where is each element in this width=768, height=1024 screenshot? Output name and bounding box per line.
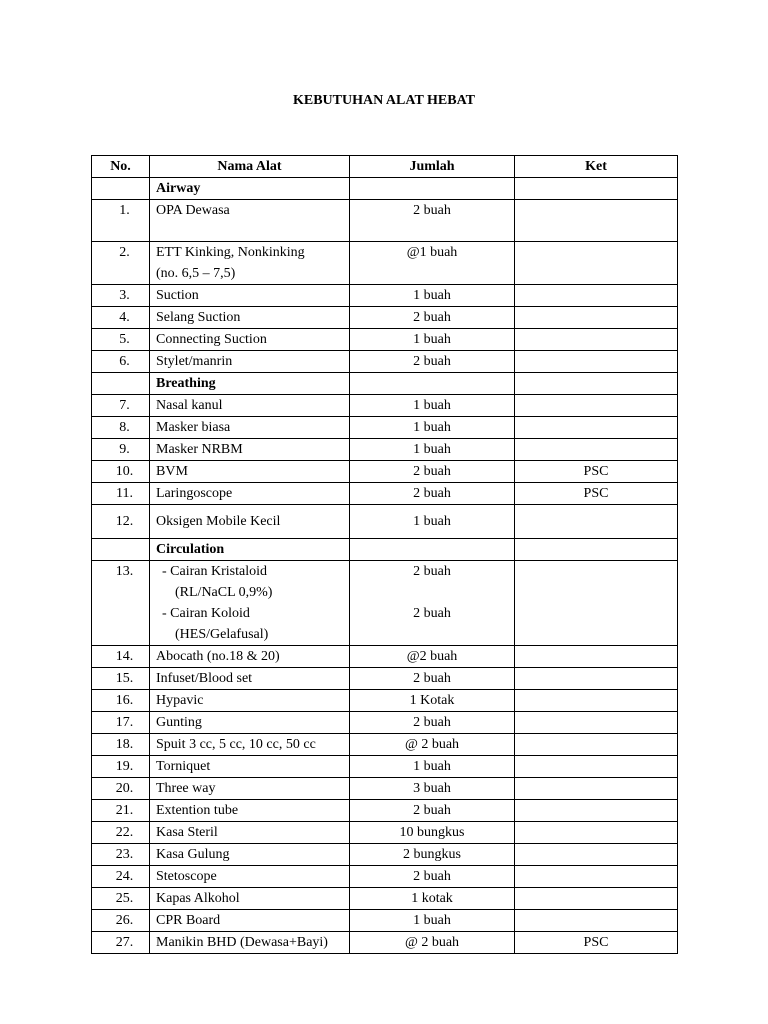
row-number: 22. <box>92 822 150 844</box>
table-row <box>92 668 678 690</box>
table-row <box>92 690 678 712</box>
row-number: 20. <box>92 778 150 800</box>
dash-bullet: - <box>162 564 171 579</box>
note-cell <box>515 505 678 539</box>
note-cell <box>515 888 678 910</box>
section-row <box>92 539 678 561</box>
section-label: Circulation <box>150 539 350 561</box>
note-cell <box>515 778 678 800</box>
note-cell <box>515 646 678 668</box>
item-name: Suction <box>156 288 199 303</box>
quantity-spacer <box>350 624 514 645</box>
item-name: (RL/NaCL 0,9%) <box>175 585 273 600</box>
item-name-cell <box>150 866 350 888</box>
item-name-cell <box>150 483 350 505</box>
section-qty-cell <box>350 178 515 200</box>
row-number: 11. <box>92 483 150 505</box>
quantity-cell <box>350 866 515 888</box>
item-name-cell <box>150 285 350 307</box>
quantity-value: 2 buah <box>413 606 451 621</box>
row-number: 24. <box>92 866 150 888</box>
table-row <box>92 351 678 373</box>
item-name: Kapas Alkohol <box>156 891 240 906</box>
quantity-value: 2 buah <box>413 464 451 479</box>
quantity-value: 1 buah <box>413 332 451 347</box>
section-label: Breathing <box>150 373 350 395</box>
table-row <box>92 417 678 439</box>
item-name: Laringoscope <box>156 486 233 501</box>
table-row <box>92 844 678 866</box>
item-name-cell <box>150 351 350 373</box>
sub-item-line <box>156 561 349 582</box>
section-no-cell <box>92 178 150 200</box>
item-name: Infuset/Blood set <box>156 671 253 686</box>
item-name: CPR Board <box>156 913 221 928</box>
row-number: 21. <box>92 800 150 822</box>
item-name: Abocath (no.18 & 20) <box>156 649 280 664</box>
item-name-cell <box>150 734 350 756</box>
item-name: (HES/Gelafusal) <box>175 627 269 642</box>
item-name: Kasa Gulung <box>156 847 230 862</box>
quantity-value: 2 buah <box>413 310 451 325</box>
item-name: Stetoscope <box>156 869 217 884</box>
note-cell <box>515 329 678 351</box>
quantity-value: 2 bungkus <box>403 847 461 862</box>
quantity-value: 1 buah <box>413 514 451 529</box>
header-no: No. <box>92 156 150 178</box>
item-name: Selang Suction <box>156 310 241 325</box>
quantity-cell <box>350 734 515 756</box>
item-name-cell <box>150 690 350 712</box>
quantity-cell <box>350 561 515 646</box>
note-cell <box>515 712 678 734</box>
note-cell <box>515 439 678 461</box>
item-name: BVM <box>156 464 188 479</box>
table-row <box>92 800 678 822</box>
row-number: 15. <box>92 668 150 690</box>
item-name-cell <box>150 417 350 439</box>
table-row <box>92 646 678 668</box>
equipment-table <box>91 155 678 954</box>
table-row <box>92 505 678 539</box>
sub-item-continuation <box>156 624 349 645</box>
table-row <box>92 734 678 756</box>
row-number: 14. <box>92 646 150 668</box>
row-number: 10. <box>92 461 150 483</box>
item-name: ETT Kinking, Nonkinking <box>156 245 305 260</box>
quantity-value: 1 buah <box>413 913 451 928</box>
section-ket-cell <box>515 539 678 561</box>
table-row <box>92 200 678 242</box>
table-row <box>92 932 678 954</box>
item-name-cell <box>150 439 350 461</box>
quantity-cell <box>350 351 515 373</box>
item-name-cell <box>150 844 350 866</box>
quantity-cell <box>350 329 515 351</box>
note-cell <box>515 734 678 756</box>
item-name: (no. 6,5 – 7,5) <box>156 266 236 281</box>
table-row <box>92 329 678 351</box>
row-number: 23. <box>92 844 150 866</box>
header-name: Nama Alat <box>150 156 350 178</box>
note-cell <box>515 307 678 329</box>
item-name-cell <box>150 822 350 844</box>
note-cell <box>515 395 678 417</box>
item-name: Gunting <box>156 715 202 730</box>
quantity-value: 1 buah <box>413 759 451 774</box>
table-header-row <box>92 156 678 178</box>
row-number: 19. <box>92 756 150 778</box>
quantity-cell <box>350 888 515 910</box>
item-name: Kasa Steril <box>156 825 218 840</box>
note-cell <box>515 910 678 932</box>
quantity-value: 1 kotak <box>411 891 453 906</box>
quantity-value: 2 buah <box>413 671 451 686</box>
note-cell <box>515 866 678 888</box>
note-cell <box>515 242 678 285</box>
row-number: 1. <box>92 200 150 242</box>
table-row <box>92 242 678 285</box>
item-name-cell <box>150 561 350 646</box>
quantity-cell <box>350 242 515 285</box>
section-qty-cell <box>350 539 515 561</box>
quantity-cell <box>350 690 515 712</box>
section-label: Airway <box>150 178 350 200</box>
row-number: 5. <box>92 329 150 351</box>
table-row <box>92 866 678 888</box>
row-number: 2. <box>92 242 150 285</box>
quantity-cell <box>350 439 515 461</box>
item-name: Masker NRBM <box>156 442 243 457</box>
table-row <box>92 483 678 505</box>
item-name: OPA Dewasa <box>156 203 230 218</box>
item-name: Nasal kanul <box>156 398 223 413</box>
row-number: 26. <box>92 910 150 932</box>
item-name: Cairan Koloid <box>170 606 250 621</box>
table-row <box>92 561 678 646</box>
item-name: Three way <box>156 781 216 796</box>
table-row <box>92 712 678 734</box>
section-row <box>92 178 678 200</box>
quantity-cell <box>350 712 515 734</box>
table-row <box>92 461 678 483</box>
note-cell <box>515 285 678 307</box>
row-number: 7. <box>92 395 150 417</box>
quantity-value: 2 buah <box>413 486 451 501</box>
row-number: 12. <box>92 505 150 539</box>
row-number: 4. <box>92 307 150 329</box>
row-number: 3. <box>92 285 150 307</box>
item-name: Hypavic <box>156 693 204 708</box>
quantity-value: 2 buah <box>413 715 451 730</box>
item-name-cell <box>150 778 350 800</box>
section-no-cell <box>92 539 150 561</box>
note-cell <box>515 351 678 373</box>
quantity-cell <box>350 200 515 242</box>
section-ket-cell <box>515 373 678 395</box>
item-name-cell <box>150 329 350 351</box>
row-number: 8. <box>92 417 150 439</box>
item-name-cell <box>150 461 350 483</box>
row-number: 16. <box>92 690 150 712</box>
row-number: 25. <box>92 888 150 910</box>
item-name: Cairan Kristaloid <box>170 564 267 579</box>
item-name: Oksigen Mobile Kecil <box>156 514 281 529</box>
item-name: Manikin BHD (Dewasa+Bayi) <box>156 935 328 950</box>
item-name: Extention tube <box>156 803 239 818</box>
quantity-cell <box>350 483 515 505</box>
table-row <box>92 910 678 932</box>
item-name-cell <box>150 932 350 954</box>
header-qty: Jumlah <box>350 156 515 178</box>
quantity-value: 1 buah <box>413 420 451 435</box>
row-number: 17. <box>92 712 150 734</box>
quantity-value: 1 buah <box>413 442 451 457</box>
item-name: Connecting Suction <box>156 332 267 347</box>
quantity-cell <box>350 778 515 800</box>
row-number: 9. <box>92 439 150 461</box>
item-name-cell <box>150 200 350 242</box>
quantity-value: 2 buah <box>413 354 451 369</box>
note-cell <box>515 200 678 242</box>
sub-item-continuation <box>156 582 349 603</box>
table-row <box>92 888 678 910</box>
quantity-value: @ 2 buah <box>404 737 460 752</box>
quantity-cell <box>350 932 515 954</box>
quantity-cell <box>350 461 515 483</box>
note-cell <box>515 756 678 778</box>
quantity-cell <box>350 800 515 822</box>
row-number: 6. <box>92 351 150 373</box>
quantity-value: 2 buah <box>413 203 451 218</box>
note-cell <box>515 822 678 844</box>
header-ket: Ket <box>515 156 678 178</box>
note-cell: PSC <box>515 461 678 483</box>
item-name: Masker biasa <box>156 420 231 435</box>
table-row <box>92 778 678 800</box>
quantity-cell <box>350 505 515 539</box>
item-name: Torniquet <box>156 759 211 774</box>
dash-bullet: - <box>162 606 171 621</box>
note-cell <box>515 690 678 712</box>
item-name-cell <box>150 307 350 329</box>
section-no-cell <box>92 373 150 395</box>
section-qty-cell <box>350 373 515 395</box>
quantity-value: @ 2 buah <box>404 935 460 950</box>
quantity-value: 1 Kotak <box>409 693 455 708</box>
section-row <box>92 373 678 395</box>
row-number: 27. <box>92 932 150 954</box>
quantity-cell <box>350 910 515 932</box>
row-number: 18. <box>92 734 150 756</box>
note-cell <box>515 668 678 690</box>
section-ket-cell <box>515 178 678 200</box>
item-name-cell <box>150 242 350 285</box>
row-number: 13. <box>92 561 150 646</box>
quantity-value: 2 buah <box>413 869 451 884</box>
quantity-cell <box>350 646 515 668</box>
quantity-spacer <box>350 582 514 603</box>
quantity-cell <box>350 285 515 307</box>
note-cell <box>515 561 678 646</box>
table-row <box>92 822 678 844</box>
table-row <box>92 307 678 329</box>
note-cell <box>515 800 678 822</box>
note-cell: PSC <box>515 483 678 505</box>
quantity-value: 10 bungkus <box>399 825 465 840</box>
item-name-cell <box>150 668 350 690</box>
item-name: Stylet/manrin <box>156 354 233 369</box>
quantity-cell <box>350 756 515 778</box>
table-row <box>92 756 678 778</box>
quantity-cell <box>350 395 515 417</box>
quantity-value: @2 buah <box>406 649 458 664</box>
item-name-cell <box>150 646 350 668</box>
quantity-value: 2 buah <box>413 564 451 579</box>
quantity-value: 1 buah <box>413 398 451 413</box>
table-row <box>92 439 678 461</box>
item-name-cell <box>150 800 350 822</box>
quantity-cell <box>350 822 515 844</box>
quantity-cell <box>350 417 515 439</box>
quantity-cell <box>350 307 515 329</box>
item-name-cell <box>150 756 350 778</box>
quantity-value: 2 buah <box>413 803 451 818</box>
table-row <box>92 395 678 417</box>
item-name-cell <box>150 712 350 734</box>
note-cell <box>515 417 678 439</box>
quantity-cell <box>350 844 515 866</box>
item-name-cell <box>150 910 350 932</box>
item-name-cell <box>150 888 350 910</box>
note-cell <box>515 844 678 866</box>
quantity-value: 1 buah <box>413 288 451 303</box>
note-cell: PSC <box>515 932 678 954</box>
quantity-cell <box>350 668 515 690</box>
item-name-cell <box>150 395 350 417</box>
document-title: KEBUTUHAN ALAT HEBAT <box>292 93 476 108</box>
quantity-value: @1 buah <box>406 245 458 260</box>
item-name: Spuit 3 cc, 5 cc, 10 cc, 50 cc <box>156 737 316 752</box>
quantity-value: 3 buah <box>413 781 451 796</box>
table-row <box>92 285 678 307</box>
sub-item-line <box>156 603 349 624</box>
item-name-cell <box>150 505 350 539</box>
